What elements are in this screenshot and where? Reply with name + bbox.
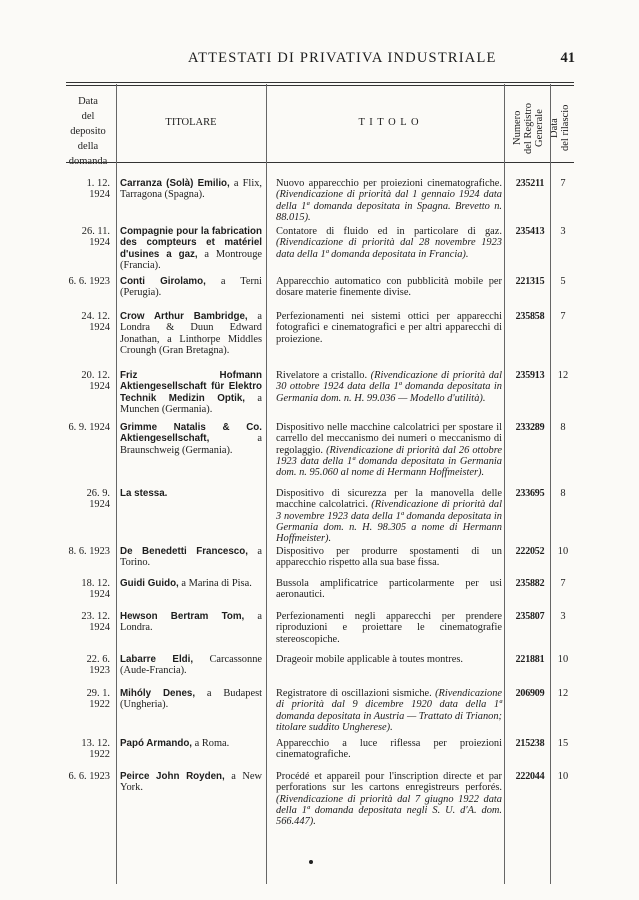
holder-name: Friz Hofmann Aktiengesellschaft für Elektro Technik Medizin Optik, <box>120 370 262 404</box>
register-number: 221881 <box>515 654 545 665</box>
holder-name: Hewson Bertram Tom, <box>120 611 245 622</box>
grant-date: 3 <box>560 611 566 622</box>
title-text: Apparecchio a luce riflessa per proiezioni cinematografiche. <box>276 738 502 761</box>
patent-title <box>276 688 502 733</box>
patent-title <box>276 738 502 761</box>
title-text: Dispositivo per produrre spostamenti di un apparecchio rispetto alla sua base fissa. <box>276 546 502 569</box>
register-number: 215238 <box>515 738 545 749</box>
holder-name: Labarre Eldi, <box>120 654 194 665</box>
holder-name: Conti Girolamo, <box>120 276 206 287</box>
grant-date: 5 <box>560 276 566 287</box>
register-number: 235882 <box>515 578 545 589</box>
holder-location: a Montrouge (Francia). <box>120 248 262 271</box>
register-number: 235913 <box>515 370 545 381</box>
holder-location: a Roma. <box>192 738 230 749</box>
holder-name: La stessa. <box>120 488 168 499</box>
header-rule <box>66 162 574 163</box>
title-text: Rivelatore a cristallo. <box>276 370 371 381</box>
holder <box>120 688 262 711</box>
column-divider <box>266 84 267 884</box>
holder-location: a New York. <box>120 771 262 794</box>
holder <box>120 654 262 677</box>
deposit-date: 6. 6. 1923 <box>68 771 110 782</box>
patent-title <box>276 276 502 299</box>
deposit-date: 26. 9. 1924 <box>86 488 110 511</box>
holder <box>120 311 262 356</box>
holder-name: Carranza (Solà) Emilio, <box>120 178 230 189</box>
holder-location: a Torino. <box>120 546 262 569</box>
patent-title <box>276 370 502 404</box>
priority-note: (Rivendicazione di priorità dal 28 novembre 1923 data della 1ª domanda depositata in Francia). <box>276 237 502 260</box>
priority-note: (Rivendicazione di priorità dal 7 giugno 1922 data della 1ª domanda depositata negli S. U. d'A. dom. 566.447). <box>276 793 502 828</box>
deposit-date: 29. 1. 1922 <box>86 688 110 711</box>
running-title: ATTESTATI DI PRIVATIVA INDUSTRIALE <box>188 50 497 66</box>
register-number: 222052 <box>515 546 545 557</box>
title-text: Registratore di oscillazioni sismiche. <box>276 688 436 699</box>
register-number: 235807 <box>515 611 545 622</box>
patent-title <box>276 578 502 601</box>
holder-location: a Munchen (Germania). <box>120 392 262 415</box>
column-divider <box>504 84 505 884</box>
column-head-holder: TITOLARE <box>165 117 217 128</box>
patent-title <box>276 654 502 665</box>
column-head-date: Data del deposito della domanda <box>68 96 108 167</box>
holder-location: a Budapest (Ungheria). <box>120 688 262 711</box>
title-text: Apparecchio automatico con pubblicità mobile per dosare materie finemente divise. <box>276 276 502 299</box>
column-head-grant: Data del rilascio <box>549 104 571 152</box>
deposit-date: 13. 12. 1922 <box>81 738 110 761</box>
grant-date: 15 <box>557 738 569 749</box>
grant-date: 3 <box>560 226 566 237</box>
priority-note: (Rivendicazione di priorità dal 9 dicembre 1920 data della 1ª domanda depositata in Austria — Trattato di Trianon; titolare suddito Ungherese). <box>276 688 502 733</box>
register-number: 206909 <box>515 688 545 699</box>
holder-name: Peirce John Royden, <box>120 771 225 782</box>
patent-title <box>276 546 502 569</box>
grant-date: 7 <box>560 178 566 189</box>
deposit-date: 6. 6. 1923 <box>68 276 110 287</box>
running-head <box>0 50 639 70</box>
grant-date: 10 <box>557 546 569 557</box>
holder <box>120 771 262 794</box>
register-number: 221315 <box>515 276 545 287</box>
holder <box>120 546 262 569</box>
register-number: 235211 <box>515 178 545 189</box>
grant-date: 10 <box>557 771 569 782</box>
grant-date: 12 <box>557 370 569 381</box>
deposit-date: 23. 12. 1924 <box>81 611 110 634</box>
holder-name: Mihóly Denes, <box>120 688 196 699</box>
holder <box>120 226 262 271</box>
title-text: Perfezionamenti negli apparecchi per prendere riproduzioni e proiettare le cinematografie stereoscopiche. <box>276 611 502 645</box>
patent-title <box>276 178 502 223</box>
title-text: Procédé et appareil pour l'inscription directe et par perforations sur les cartons enregistreurs perforés. <box>276 771 502 794</box>
holder <box>120 178 262 201</box>
register-number: 235413 <box>515 226 545 237</box>
title-text: Drageoir mobile applicable à toutes montres. <box>276 654 463 665</box>
top-rule <box>66 82 574 86</box>
patent-title <box>276 311 502 345</box>
grant-date: 12 <box>557 688 569 699</box>
holder-location: a Terni (Perugia). <box>120 276 262 299</box>
holder <box>120 422 262 456</box>
deposit-date: 22. 6. 1923 <box>86 654 110 677</box>
grant-date: 8 <box>560 422 566 433</box>
title-text: Nuovo apparecchio per proiezioni cinematografiche. <box>276 178 502 189</box>
holder-name: Papó Armando, <box>120 738 193 749</box>
holder-name: Grimme Natalis & Co. Aktiengesellschaft, <box>120 422 262 445</box>
holder-name: Crow Arthur Bambridge, <box>120 311 248 322</box>
column-divider <box>550 84 551 884</box>
grant-date: 7 <box>560 311 566 322</box>
patent-title <box>276 226 502 260</box>
holder-location: a Londra. <box>120 611 263 634</box>
deposit-date: 20. 12. 1924 <box>81 370 110 393</box>
grant-date: 10 <box>557 654 569 665</box>
holder <box>120 370 262 415</box>
patent-title <box>276 422 502 478</box>
holder-location: a Braunschweig (Germania). <box>120 433 262 456</box>
holder <box>120 738 262 749</box>
priority-note: (Rivendicazione di priorità dal 3 novembre 1923 data della 1ª domanda depositata in Germania dom. n. H. 98.305 a nome di Hermann Hoffmeister). <box>276 499 502 545</box>
deposit-date: 24. 12. 1924 <box>81 311 110 334</box>
grant-date: 7 <box>560 578 566 589</box>
holder <box>120 578 262 589</box>
title-text: Dispositivo nelle macchine calcolatrici per spostare il carrello del meccanismo dei numeri o meccanismo di regolaggio. <box>276 422 502 456</box>
holder-location: a Londra & Duun Edward Jonathan, a Linthorpe Middles Croungh (Gran Bretagna). <box>120 311 262 356</box>
holder-name: Guidi Guido, <box>120 578 179 589</box>
title-text: Bussola amplificatrice particolarmente per usi aeronautici. <box>276 578 502 601</box>
deposit-date: 26. 11. 1924 <box>81 226 110 249</box>
holder <box>120 488 262 499</box>
holder-location: Carcassonne (Aude-Francia). <box>120 654 262 677</box>
holder-location: a Flix, Tarragona (Spagna). <box>120 178 262 201</box>
patent-title <box>276 488 502 544</box>
grant-date: 8 <box>560 488 566 499</box>
patent-title <box>276 611 502 645</box>
register-number: 235858 <box>515 311 545 322</box>
priority-note: (Rivendicazione di priorità dal 1 gennaio 1924 data della 1ª domanda depositata in Spagna. Brevetto n. 88.015). <box>276 189 502 223</box>
ornament-dot <box>309 860 313 864</box>
holder-name: De Benedetti Francesco, <box>120 546 248 557</box>
holder-name: Compagnie pour la fabrication des compteurs et matériel d'usines a gaz, <box>120 226 262 260</box>
deposit-date: 18. 12. 1924 <box>81 578 110 601</box>
register-number: 222044 <box>515 771 545 782</box>
title-text: Contatore di fluido ed in particolare di gaz. <box>276 226 502 237</box>
deposit-date: 8. 6. 1923 <box>68 546 110 557</box>
priority-note: (Rivendicazione di priorità dal 30 ottobre 1924 data della 1ª domanda depositata in Germania dom. n. H. 99.036 — Modello d'utilità). <box>276 370 502 404</box>
holder <box>120 276 262 299</box>
title-text: Dispositivo di sicurezza per la manovella delle macchine calcolatrici. <box>276 488 502 511</box>
title-text: Perfezionamenti nei sistemi ottici per apparecchi fotografici e cinematografici e per altri apparecchi di proiezione. <box>276 311 502 345</box>
register-number: 233289 <box>515 422 545 433</box>
deposit-date: 1. 12. 1924 <box>86 178 110 201</box>
priority-note: (Rivendicazione di priorità dal 26 ottobre 1923 data della 1ª domanda depositata in Germania dom. n. 95.060 al nome di Hermann Hoffmeister). <box>276 444 502 479</box>
column-divider <box>116 84 117 884</box>
register-number: 233695 <box>515 488 545 499</box>
page-number: 41 <box>560 50 575 66</box>
holder <box>120 611 262 634</box>
patent-title <box>276 771 502 827</box>
column-head-number: Numero del Registro Generale <box>512 102 545 154</box>
holder-location: a Marina di Pisa. <box>178 578 252 589</box>
column-head-title: T I T O L O <box>358 117 420 128</box>
deposit-date: 6. 9. 1924 <box>68 422 110 433</box>
